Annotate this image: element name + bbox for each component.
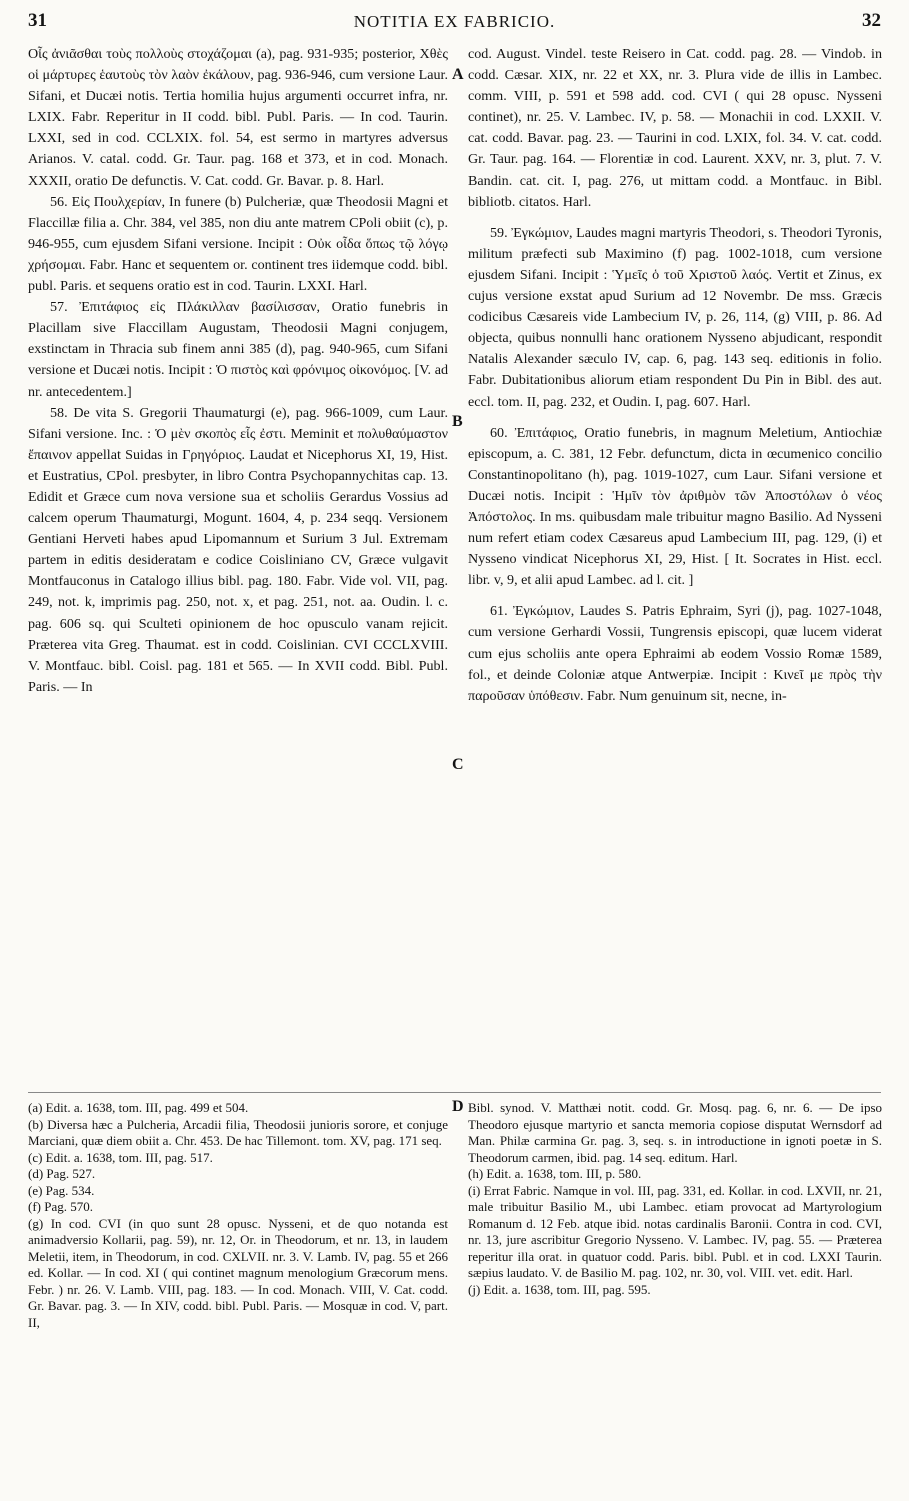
- footnotes-right: [468, 1100, 882, 1298]
- margin-letter-b: B: [452, 413, 463, 430]
- footnote: (j) Edit. a. 1638, tom. III, pag. 595.: [468, 1281, 651, 1297]
- footnote: (c) Edit. a. 1638, tom. III, pag. 517.: [28, 1149, 213, 1165]
- footnote: (g) In cod. CVI (in quo sunt 28 opusc. Nysseni, et de quo notanda est animadversio Kollarii, pag. 59), nr. 12, Or. in Theodorum, et nr. 13, in laudem Meletii, item, in Theodorum, in cod. CXLVII. nr. 3. V. Lamb. IV, pag. 55 et 266 ed. Kollar. — In cod. XI ( qui continet magnum menologium Græcorum mens. Febr. ) nr. 26. V. Lamb. VIII, pag. 183. — In cod. Monach. VIII, V. Cat. codd. Gr. Bavar. pag. 3. — In XIV, codd. bibl. Publ. Paris. — Mosquæ in cod. V, part. II,: [28, 1215, 448, 1330]
- paragraph: 58. De vita S. Gregorii Thaumaturgi (e), pag. 966-1009, cum Laur. Sifani versione. Inc. : Ὁ μὲν σκοπὸς εἷς ἐστι. Meminit et πολυθαύμαστον ἔπαινον appellat Suidas in Γρηγόριος. Laudat et Nicephorus XI, 19, Hist. et Eustratius, CPol. presbyter, in libro Contra Psychopannychitas cap. 13. Edidit et Græce cum nova versione sua et scholiis Gerardus Vossius ad calcem operum Thaumaturgi, Mogunt. 1604, 4, p. 234 seqq. Versionem Gentiani Herveti habes apud Lipomannum et Surium 3 Jul. Extremam partem in editis desideratam e codice Coisliniano CV, Græce vulgavit Montfauconus in Catalogo illius bibl. pag. 180. Fabr. Vide vol. VII, pag. 249, not. k, imprimis pag. 250, not. x, et pag. 251, not. aa. Oudin. l. c. pag. 606 sq. qui Sculteti opinionem de hoc opusculo vanam rejicit. Præterea vita Greg. Thaumat. est in codd. Coislinian. CVI CCCLXVIII. V. Montfauc. bibl. Coisl. pag. 181 et 565. — In XVII codd. Bibl. Publ. Paris. — In: [28, 404, 448, 695]
- paragraph: cod. August. Vindel. teste Reisero in Cat. codd. pag. 28. — Vindob. in codd. Cæsar. XIX, nr. 22 et XX, nr. 3. Plura vide de illis in Lambec. comm. VIII, p. 591 et 598 add. cod. CVI ( qui 28 opusc. Nysseni continet), nr. 25. V. Lambec. IV, p. 58. — Monachii in cod. LXXII. V. cat. codd. Bavar. pag. 23. — Taurini in cod. LXIX, fol. 34. V. cat. codd. Gr. Taur. pag. 164. — Florentiæ in cod. Laurent. XXV, nr. 3, plut. 7. V. Bandin. cat. cit. I, pag. 276, ut mittam codd. a Montfauc. in Bibl. bibliotb. citatos. Harl.: [468, 46, 882, 210]
- margin-letter-a: A: [452, 66, 464, 83]
- page-number-right: 32: [862, 10, 881, 31]
- footnote: (b) Diversa hæc a Pulcheria, Arcadii filia, Theodosii junioris sorore, et conjuge Marciani, quæ diem obiit a. Chr. 453. De hac Tillemont. tom. XV, pag. 171 seq.: [28, 1116, 448, 1148]
- paragraph: 59. Ἐγκώμιον, Laudes magni martyris Theodori, s. Theodori Tyronis, militum præfecti sub Maximino (f) pag. 1002-1018, cum versione ejusdem Sifani. Incipit : Ὑμεῖς ὁ τοῦ Χριστοῦ λαός. Vertit et Zinus, ex cujus versione exstat apud Surium ad 12 Novembr. De mss. Græcis codicibus Cæsareis vide Lambecium IV, p. 26, 114, (g) VIII, p. 86. Ad objecta, quibus nonnulli hanc orationem Nysseno abjudicant, respondit Natalis Alexander sæculo IV, cap. 6, pag. 143 seq. editionis in folio. Fabr. Dubitationibus aliorum etiam respondent Du Pin in Bibl. des aut. eccl. tom. II, pag. 232, et Oudin. I, pag. 607. Harl.: [468, 224, 882, 410]
- footnote: (a) Edit. a. 1638, tom. III, pag. 499 et 504.: [28, 1100, 249, 1115]
- footnote: (i) Errat Fabric. Namque in vol. III, pag. 331, ed. Kollar. in cod. LXVII, nr. 21, male tribuitur Basilio M., ubi Lambec. etiam provocat ad Martyrologium Romanum d. 12 Feb. atque ibid. notas cardinalis Baronii. Contra in cod. CVI, nr. 13, jure ascribitur Gregorio Nysseno. V. Lambec. IV, pag. 55. — Præterea reperitur illa orat. in quatuor codd. Paris. bibl. Publ. et in cod. LXXI Taurin. sæpius laudato. V. de Basilio M. pag. 102, nr. 30, vol. VIII. vet. edit. Harl.: [468, 1182, 882, 1280]
- paragraph: Οἷς ἀνιᾶσθαι τοὺς πολλοὺς στοχάζομαι (a), pag. 931-935; posterior, Χθὲς οἱ μάρτυρες ἑαυτοὺς τὸν λαὸν ἐκάλουν, pag. 936-946, cum versione Laur. Sifani, et Ducæi notis. Tertia homilia hujus argumenti occurret infra, nr. LXIX. Fabr. Reperitur in II codd. bibl. Publ. Paris. — In cod. Taurin. LXXI, sed in cod. CCLXIX. fol. 54, est sermo in martyres adversus Arianos. V. catal. codd. Gr. Taur. pag. 168 et 373, et in cod. Monach. XXXII, oratio De defunctis. V. Cat. codd. Gr. Bavar. p. 8. Harl.: [28, 46, 448, 189]
- running-title: NOTITIA EX FABRICIO.: [353, 12, 556, 31]
- paragraph: 60. Ἐπιτάφιος, Oratio funebris, in magnum Meletium, Antiochiæ episcopum, a. C. 381, 12 Febr. defunctum, dicta in œcumenico concilio Constantinopolitano (h), pag. 1019-1027, cum Laur. Sifani versione et Ducæi notis. Incipit : Ἡμῖν τὸν ἀριθμὸν τῶν Ἀποστόλων ὁ νέος Ἀπόστολος. In ms. quibusdam male tribuitur magno Basilio. Ad Nysseni num refert etiam codex Cæsareus apud Lambecium III, pag. 129, (i) et Nysseno vindicat Nicephorus XI, 29, Hist. [ It. Socrates in Hist. eccl. libr. v, 9, et alii apud Lambec. ad l. cit. ]: [468, 424, 882, 589]
- right-column: [468, 44, 882, 707]
- footnote: (d) Pag. 527.: [28, 1166, 96, 1181]
- footnote: (e) Pag. 534.: [28, 1182, 95, 1198]
- margin-letter-d: D: [452, 1098, 464, 1115]
- page-number-left: 31: [28, 10, 47, 31]
- paragraph: 57. Ἐπιτάφιος εἰς Πλάκιλλαν βασίλισσαν, Oratio funebris in Placillam sive Flaccillam Augustam, Theodosii Magni conjugem, exstinctam in Thracia sub finem anni 385 (d), pag. 940-965, cum Sifani versione et Ducæi notis. Incipit : Ὁ πιστὸς καὶ φρόνιμος οἰκονόμος. [V. ad nr. antecedentem.]: [28, 299, 448, 400]
- running-header: [28, 10, 881, 38]
- footnote: (f) Pag. 570.: [28, 1199, 93, 1214]
- paragraph: 56. Εἰς Πουλχερίαν, In funere (b) Pulcheriæ, quæ Theodosii Magni et Flaccillæ filia a. Chr. 384, vel 385, non diu ante matrem CPoli obiit (c), p. 946-955, cum ejusdem Sifani versione. Incipit : Οὐκ οἶδα ὅπως τῷ λόγῳ χρήσομαι. Fabr. Hanc et sequentem or. continent tres iidemque codd. bibl. publ. Paris. et sequens oratio est in cod. Taurin. LXXI. Harl.: [28, 193, 448, 295]
- footnote-divider: [28, 1092, 881, 1093]
- footnote: Bibl. synod. V. Matthæi notit. codd. Gr. Mosq. pag. 6, nr. 6. — De ipso Theodoro ejusque martyrio et sancta memoria copiose disputat Wernsdorf ad Man. Philæ carmina Gr. pag. 3, seq. s. in introductione in ignoti poetæ in S. Theodorum carmen, ibid. pag. 14 seq. editum. Harl.: [468, 1100, 882, 1165]
- footnotes-left: [28, 1100, 448, 1331]
- footnote: (h) Edit. a. 1638, tom. III, p. 580.: [468, 1166, 642, 1181]
- left-column: [28, 44, 448, 698]
- margin-letter-c: C: [452, 756, 464, 773]
- paragraph: 61. Ἐγκώμιον, Laudes S. Patris Ephraim, Syri (j), pag. 1027-1048, cum versione Gerhardi Vossii, Tungrensis episcopi, quæ lucem viderat cum ejus scholiis ante opera Ephraimi ab eodem Vossio Romæ 1589, fol., et deinde Coloniæ atque Antwerpiæ. Incipit : Κινεῖ με πρὸς τὴν παροῦσαν ὑπόθεσιν. Fabr. Num genuinum sit, necne, in-: [468, 603, 882, 704]
